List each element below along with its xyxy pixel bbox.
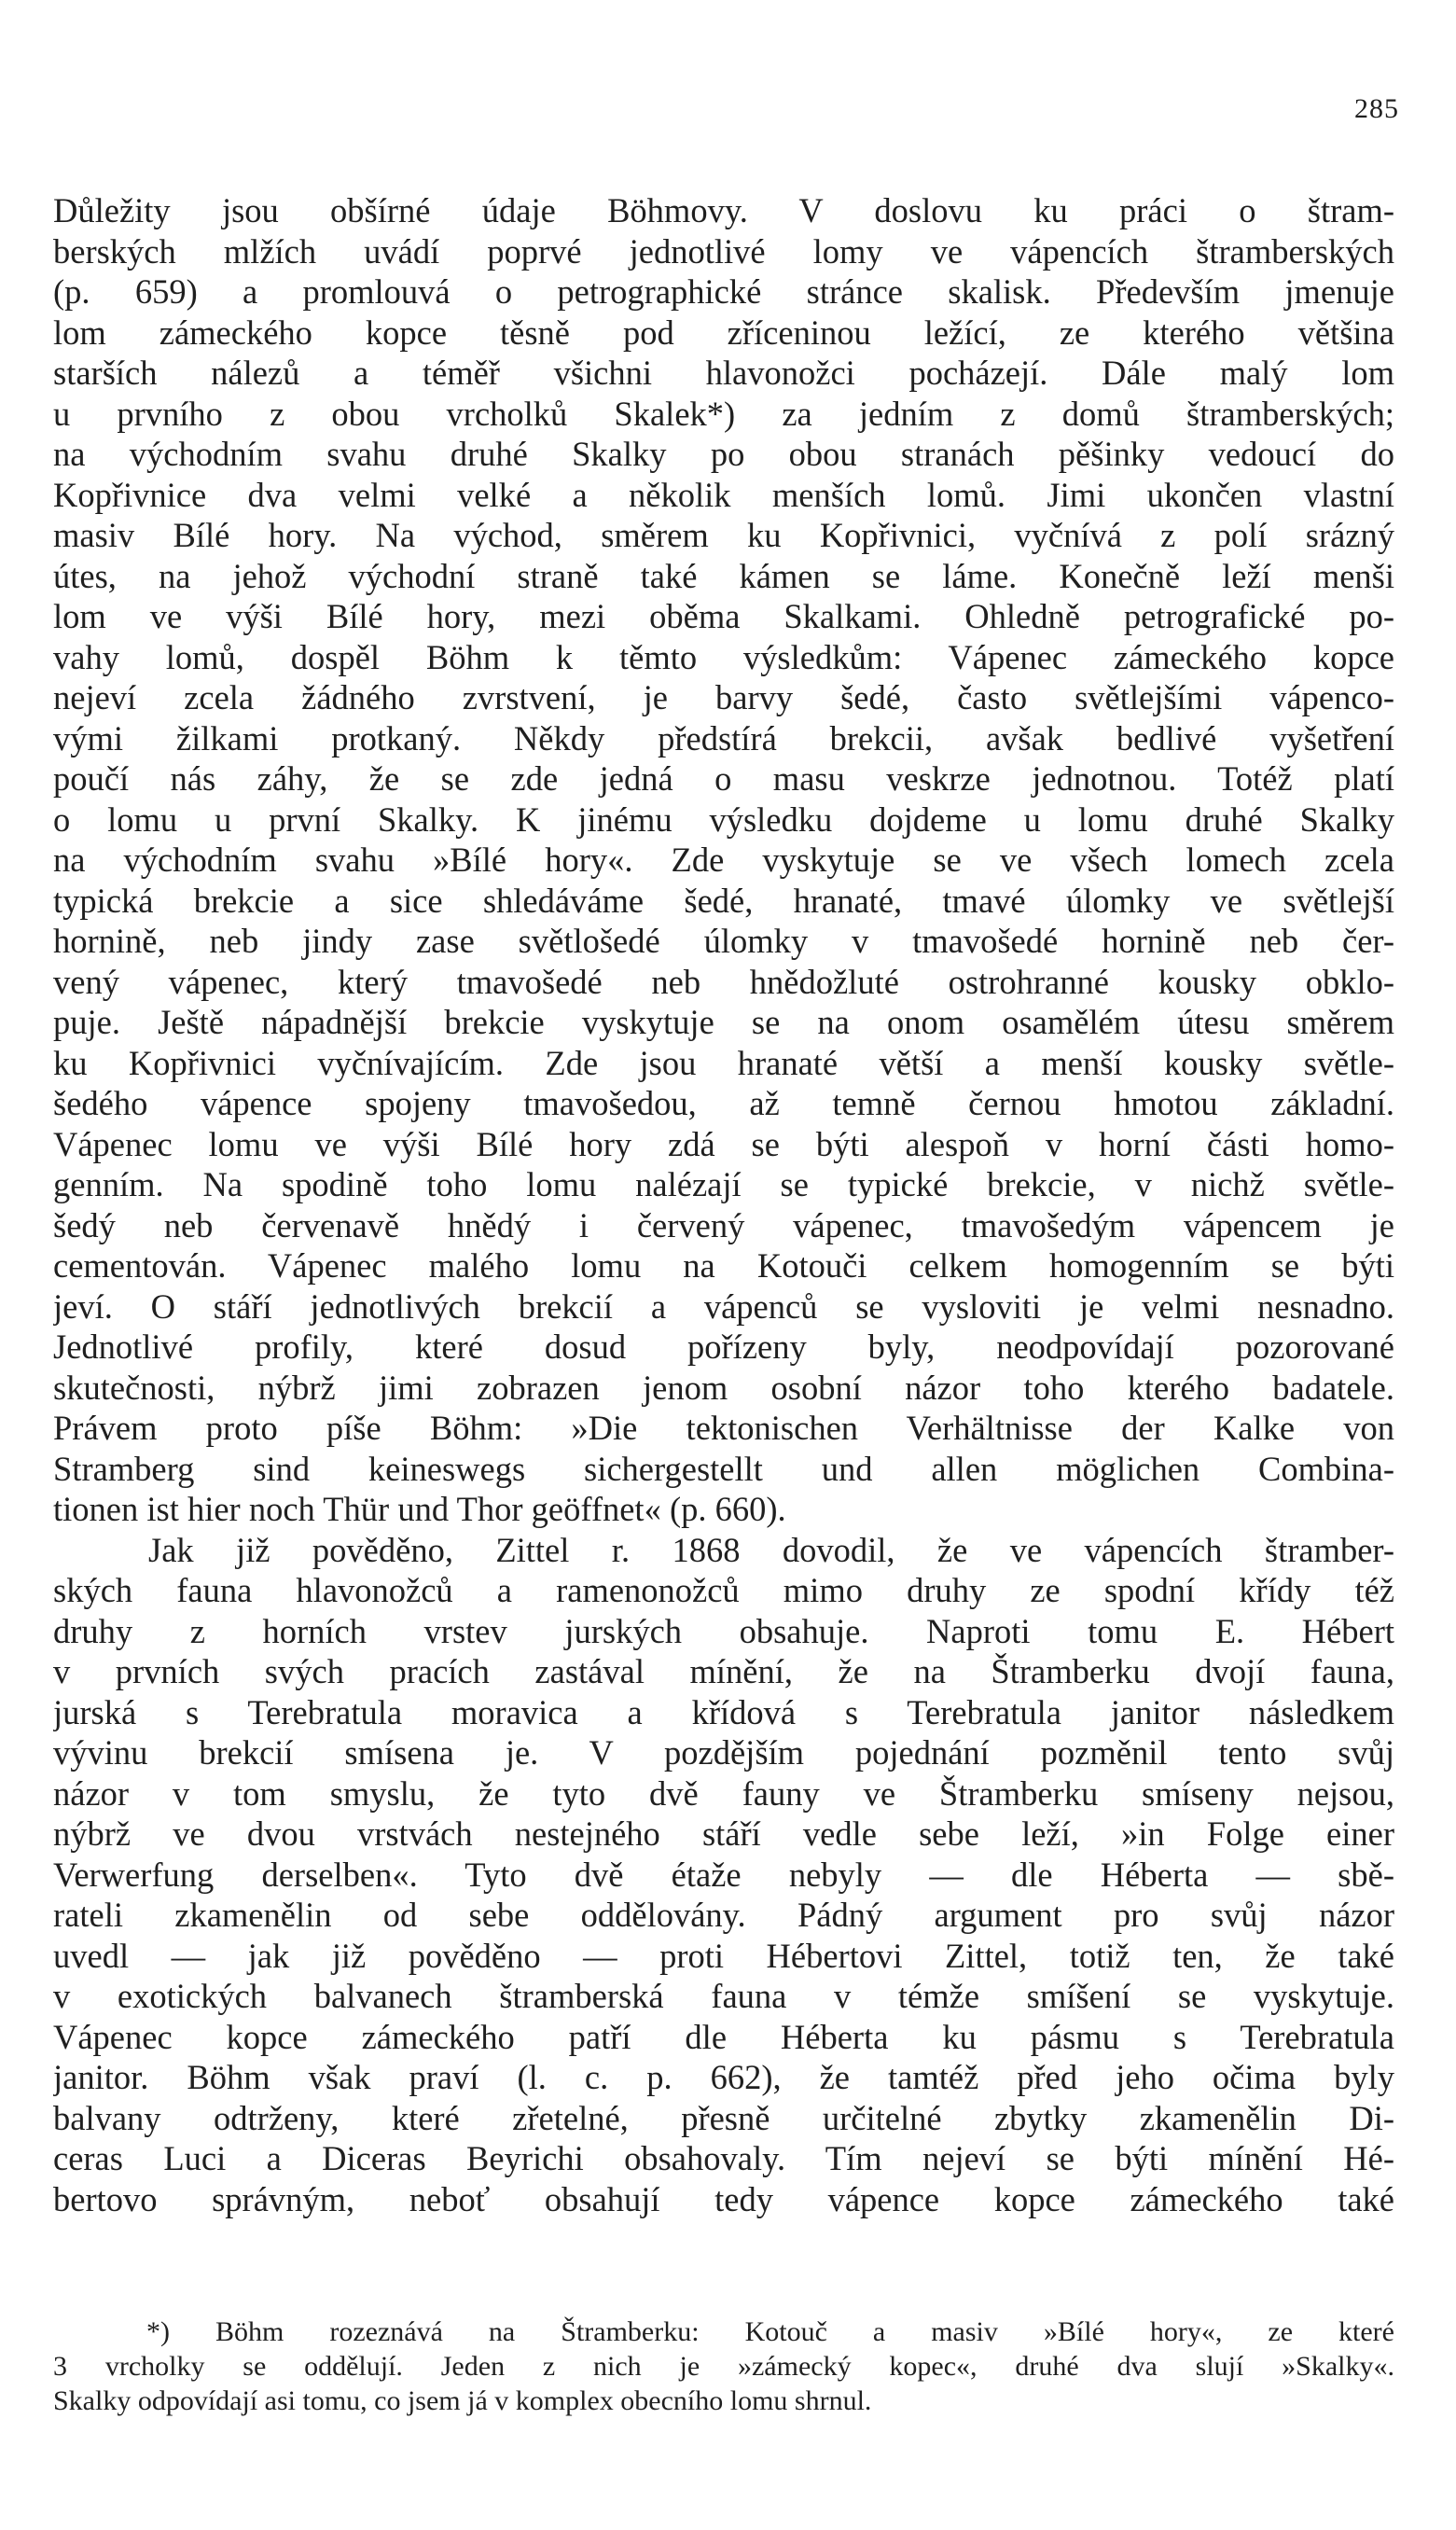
text-line: Vápenec kopce zámeckého patří dle Héberta ku pásmu s Terebratula [53, 2017, 1394, 2056]
text-line: berských mlžích uvádí poprvé jednotlivé lomy ve vápencích štramberských [53, 231, 1394, 271]
text-line: masiv Bílé hory. Na východ, směrem ku Kopřivnici, vyčnívá z polí srázný [53, 516, 1394, 554]
page-number: 285 [1354, 93, 1399, 124]
footnote-line: *) Böhm rozeznává na Štramberku: Kotouč a masiv »Bílé hory«, ze které [146, 2316, 1394, 2347]
text-line: Jednotlivé profily, které dosud pořízeny byly, neodpovídají pozorované [53, 1328, 1394, 1366]
text-line: puje. Ještě nápadnější brekcie vyskytuje se na onom osamělém útesu směrem [53, 1003, 1394, 1041]
text-line: vými žilkami protkaný. Někdy předstírá brekcii, avšak bedlivé vyšetření [53, 718, 1394, 758]
text-line: Kopřivnice dva velmi velké a několik menších lomů. Jimi ukončen vlastní [53, 475, 1394, 514]
text-line: Vápenec lomu ve výši Bílé hory zdá se býti alespoň v horní části homo- [53, 1124, 1394, 1163]
text-line: jurská s Terebratula moravica a křídová s Terebratula janitor následkem [53, 1692, 1394, 1731]
footnote [53, 2315, 1394, 2418]
paragraph [53, 1530, 1394, 2220]
text-line: vývinu brekcií smísena je. V pozdějším pojednání pozměnil tento svůj [53, 1733, 1394, 1772]
text-line: názor v tom smyslu, že tyto dvě fauny ve Štramberku smíseny nejsou, [53, 1773, 1394, 1813]
text-line: na východním svahu druhé Skalky po obou stranách pěšinky vedoucí do [53, 435, 1394, 473]
text-line: uvedl — jak již pověděno — proti Hébertovi Zittel, totiž ten, že také [53, 1936, 1394, 1975]
text-line: vený vápenec, který tmavošedé neb hnědožluté ostrohranné kousky obklo- [53, 962, 1394, 1001]
text-line: starších nálezů a téměř všichni hlavonožci pocházejí. Dále malý lom [53, 354, 1394, 392]
text-line: balvany odtrženy, které zřetelné, přesně určitelné zbytky zkamenělin Di- [53, 2098, 1394, 2137]
text-line: skutečnosti, nýbrž jimi zobrazen jenom osobní názor toho kterého badatele. [53, 1368, 1394, 1407]
footnote-line: 3 vrcholky se oddělují. Jeden z nich je »zámecký kopec«, druhé dva slují »Skalky«. [53, 2351, 1394, 2382]
text-line: v exotických balvanech štramberská fauna v témže smíšení se vyskytuje. [53, 1977, 1394, 2015]
text-line: typická brekcie a sice shledáváme šedé, hranaté, tmavé úlomky ve světlejší [53, 881, 1394, 920]
main-text [53, 190, 1394, 2219]
text-line: ku Kopřivnici vyčnívajícím. Zde jsou hranaté větší a menší kousky světle- [53, 1043, 1394, 1082]
text-line: janitor. Böhm však praví (l. c. p. 662), že tamtéž před jeho očima byly [53, 2058, 1394, 2096]
text-line: Verwerfung derselben«. Tyto dvě étaže nebyly — dle Héberta — sbě- [53, 1855, 1394, 1894]
text-line: šedého vápence spojeny tmavošedou, až temně černou hmotou základní. [53, 1084, 1394, 1122]
text-line: poučí nás záhy, že se zde jedná o masu veskrze jednotnou. Totéž platí [53, 759, 1394, 798]
text-line: Stramberg sind keineswegs sichergestellt und allen möglichen Combina- [53, 1449, 1394, 1488]
text-line: bertovo správným, neboť obsahují tedy vápence kopce zámeckého také [53, 2179, 1394, 2218]
text-line: nýbrž ve dvou vrstvách nestejného stáří vedle sebe leží, »in Folge einer [53, 1814, 1394, 1853]
text-line: (p. 659) a promlouvá o petrographické stránce skalisk. Především jmenuje [53, 272, 1394, 311]
text-line: na východním svahu »Bílé hory«. Zde vyskytuje se ve všech lomech zcela [53, 841, 1394, 879]
text-line: o lomu u první Skalky. K jinému výsledku dojdeme u lomu druhé Skalky [53, 799, 1394, 839]
text-line: Důležity jsou obšírné údaje Böhmovy. V doslovu ku práci o štram- [53, 191, 1394, 229]
text-line: v prvních svých pracích zastával mínění, že na Štramberku dvojí fauna, [53, 1652, 1394, 1690]
text-line: druhy z horních vrstev jurských obsahuje. Naproti tomu E. Hébert [53, 1611, 1394, 1650]
text-line: hornině, neb jindy zase světlošedé úlomky v tmavošedé hornině neb čer- [53, 922, 1394, 960]
text-line: genním. Na spodině toho lomu nalézají se typické brekcie, v nichž světle- [53, 1165, 1394, 1203]
text-line: útes, na jehož východní straně také kámen se láme. Konečně leží menši [53, 556, 1394, 595]
text-line: tionen ist hier noch Thür und Thor geöffnet« (p. 660). [53, 1490, 786, 1528]
text-line: nejeví zcela žádného zvrstvení, je barvy šedé, často světlejšími vápenco- [53, 678, 1394, 716]
text-line: Právem proto píše Böhm: »Die tektonischen Verhältnisse der Kalke von [53, 1409, 1394, 1447]
text-line: cementován. Vápenec malého lomu na Kotouči celkem homogenním se býti [53, 1246, 1394, 1285]
paragraph [53, 190, 1394, 1530]
text-line: šedý neb červenavě hnědý i červený vápenec, tmavošedým vápencem je [53, 1205, 1394, 1244]
text-line: lom ve výši Bílé hory, mezi oběma Skalkami. Ohledně petrografické po- [53, 597, 1394, 635]
text-line: ských fauna hlavonožců a ramenonožců mimo druhy ze spodní křídy též [53, 1571, 1394, 1609]
text-line: vahy lomů, dospěl Böhm k těmto výsledkům: Vápenec zámeckého kopce [53, 637, 1394, 676]
text-line: rateli zkamenělin od sebe oddělovány. Pádný argument pro svůj názor [53, 1896, 1394, 1934]
text-line: u prvního z obou vrcholků Skalek*) za jedním z domů štramberských; [53, 394, 1394, 433]
text-line: ceras Luci a Diceras Beyrichi obsahovaly. Tím nejeví se býti mínění Hé- [53, 2139, 1394, 2177]
text-line: jeví. O stáří jednotlivých brekcií a vápenců se vysloviti je velmi nesnadno. [53, 1286, 1394, 1326]
text-line: lom zámeckého kopce těsně pod zříceninou ležící, ze kterého většina [53, 313, 1394, 352]
text-line: Jak již pověděno, Zittel r. 1868 dovodil, že ve vápencích štramber- [148, 1530, 1394, 1569]
footnote-line: Skalky odpovídají asi tomu, co jsem já v komplex obecního lomu shrnul. [53, 2385, 872, 2416]
